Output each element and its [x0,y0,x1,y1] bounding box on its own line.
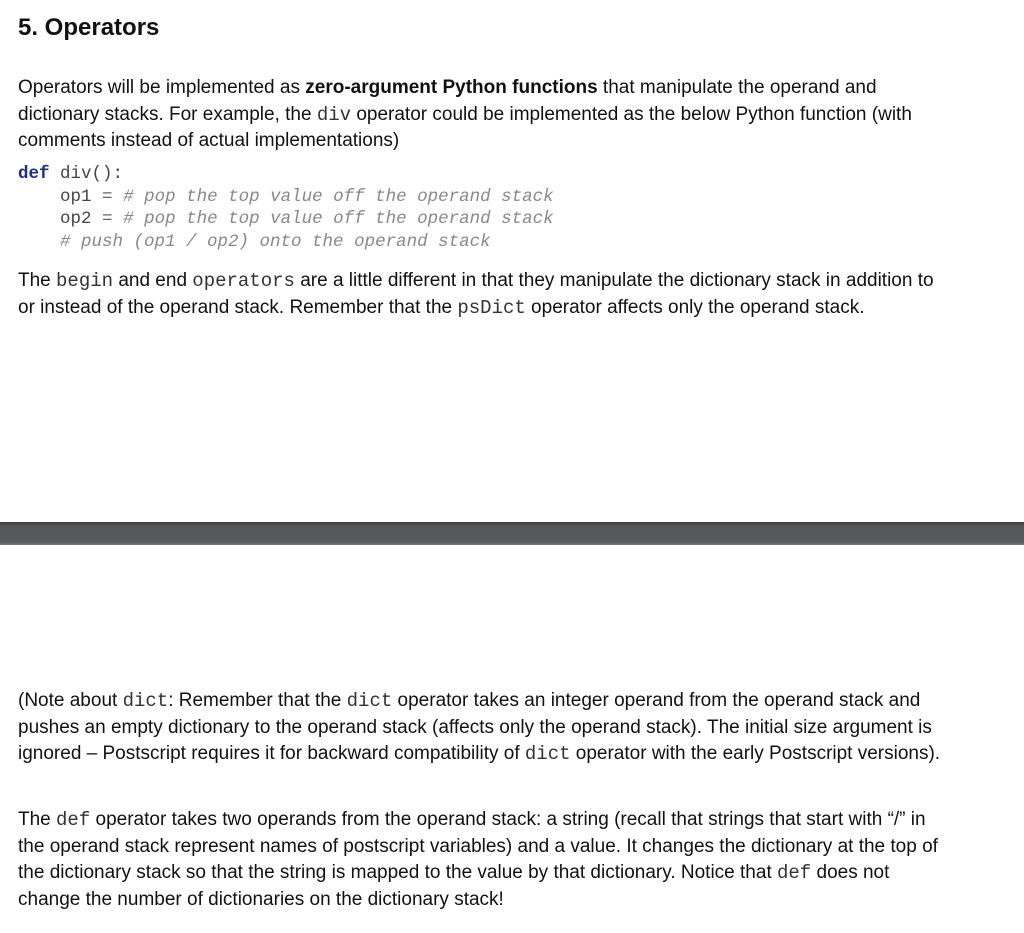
intro-text-3: operator could be implemented as the below Python function (with comments instead of actual implementations) [18,103,912,151]
intro-text-1: Operators will be implemented as [18,77,306,98]
section-title: 5. Operators [18,14,160,41]
intro-bold-text: zero-argument Python functions [305,77,598,98]
begin-end-text-3: are a little different in that they manipulate the dictionary stack in addition to or instead of the operand stack. Remember that the [18,270,934,318]
inline-code-begin: begin [56,270,114,292]
code-var-op1: op1 [60,186,92,207]
code-eq: = [102,209,113,230]
inline-code-dict: dict [346,690,393,712]
inline-code-def: def [777,862,812,884]
inline-code-dict: dict [122,690,169,712]
code-signature: div(): [60,164,124,184]
dict-note-text-4: operator with the early Postscript versions). [570,743,941,764]
intro-text-2: that manipulate the operand and dictionary stacks. For example, the [18,77,877,125]
code-eq: = [102,186,113,207]
page-divider [0,522,1024,545]
def-text-1: The [18,809,57,830]
dict-note-text-3: operator takes an integer operand from the operand stack and pushes an empty dictionary to the operand stack (affects only the operand stack). The initial size argument is ignored – Postscript requires it for backward compatibility of [18,690,932,764]
def-paragraph [18,807,948,913]
code-comment-1: # pop the top value off the operand stack [123,186,554,207]
begin-end-paragraph [18,268,948,321]
inline-code-dict: dict [524,743,571,765]
begin-end-text-2: and end [113,270,193,291]
inline-code-div: div [316,103,352,126]
intro-paragraph [18,75,948,155]
code-comment-3: # push (op1 / op2) onto the operand stack [60,231,491,252]
begin-end-text-4: operator affects only the operand stack. [525,296,865,318]
def-text-3: does not change the number of dictionaries on the dictionary stack! [18,862,890,910]
dict-note-paragraph [18,688,948,768]
dict-note-text-1: (Note about [18,690,123,711]
code-comment-2: # pop the top value off the operand stack [123,209,554,230]
inline-code-def: def [56,809,91,831]
begin-end-text-1: The [18,270,57,291]
dict-note-text-2: : Remember that the [168,690,347,711]
code-keyword-def: def [18,164,50,184]
inline-code-operators: operators [192,270,295,292]
inline-code-psdict: psDict [457,296,526,319]
def-text-2: operator takes two operands from the operand stack: a string (recall that strings that start with “/” in the operand stack represent names of postscript variables) and a value. It changes the dictionary at the top of the dictionary stack so that the string is mapped to the value by that dictionary. Notice that [18,809,938,883]
code-var-op2: op2 [60,209,92,230]
code-block [18,163,554,253]
